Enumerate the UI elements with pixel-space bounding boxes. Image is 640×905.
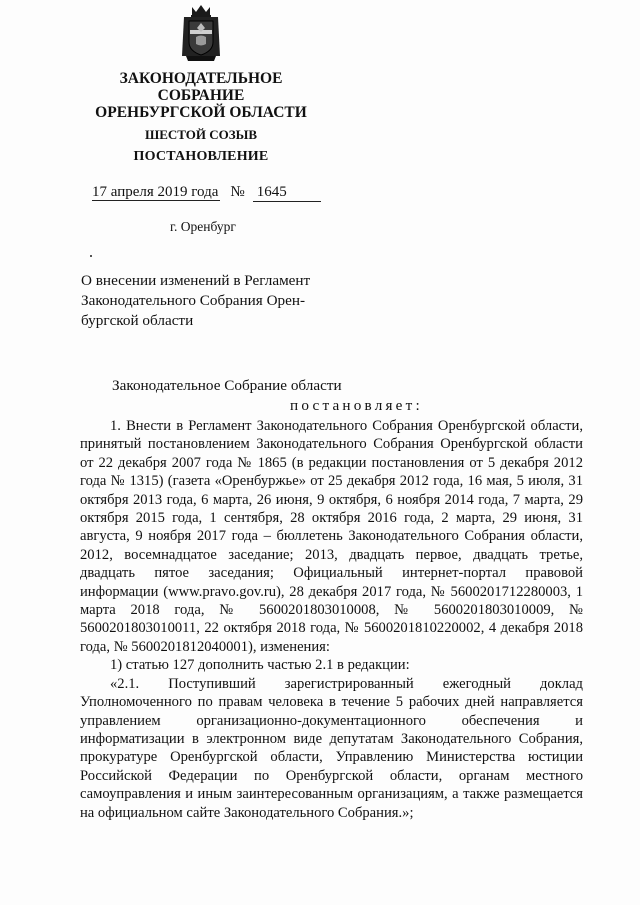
paragraph-2: 1) статью 127 дополнить частью 2.1 в редакции: (110, 657, 410, 674)
document-type-title: ПОСТАНОВЛЕНИЕ (133, 149, 269, 164)
document-date: 17 апреля 2019 года (92, 184, 219, 200)
subject-line-2: Законодательного Собрания Орен- (81, 292, 306, 309)
scan-speck (90, 255, 92, 257)
document-body (80, 417, 583, 822)
org-title-line-2: СОБРАНИЕ (157, 87, 245, 104)
city-label: г. Оренбург (170, 219, 236, 234)
org-title-line-1: ЗАКОНОДАТЕЛЬНОЕ (119, 70, 283, 87)
paragraph-1: 1. Внести в Регламент Законодательного Собрания Оренбургской области, принятый постановлением Законодательного Собрания Оренбургской области от 22 декабря 2007 года № 1865 (в редакции постановления от 5 декабря 2012 года № 1315) (газета «Оренбуржье» от 25 декабря 2012 года, 16 мая, 5 июля, 31 октября 2013 года, 6 марта, 26 июня, 9 октября, 6 ноября 2014 года, 7 марта, 29 октября 2015 года, 1 сентября, 28 октября 2016 года, 2 марта, 29 июня, 31 августа, 9 ноября 2017 года – бюллетень Законодательного Собрания области, 2012, восемнадцатое заседание; 2013, двадцать первое, двадцать третье, двадцать пятое заседания; Официальный интернет-портал правовой информации (www.pravo.gov.ru), 28 декабря 2017 года, № 5600201712280003, 1 марта 2018 года, № 5600201803010008, № 5600201803010009, № 5600201803010011, 22 октября 2018 года, № 5600201810220002, 4 декабря 2018 года, № 5600201812040001), изменения: (80, 418, 583, 655)
preamble-text: Законодательное Собрание области (112, 377, 342, 394)
coat-of-arms-emblem (178, 4, 224, 62)
subject-line-1: О внесении изменений в Регламент (81, 272, 311, 289)
convocation-label: ШЕСТОЙ СОЗЫВ (144, 127, 258, 142)
document-number: 1645 (253, 184, 321, 202)
number-sign: № (230, 184, 245, 200)
paragraph-3: «2.1. Поступивший зарегистрированный ежегодный доклад Уполномоченного по правам человека в течение 5 рабочих дней направляется управлением организационно-документационного обеспечения и информатизации в электронном виде депутатам Законодательного Собрания, прокуратуре Оренбургской области, Управлению Министерства юстиции Российской Федерации по Оренбургской области, органам местного самоуправления и иным заинтересованным организациям, а также размещается на официальном сайте Законодательного Собрания.»; (80, 675, 583, 821)
date-number-line (92, 184, 321, 202)
subject-line-3: бургской области (81, 312, 194, 329)
org-title-line-3: ОРЕНБУРГСКОЙ ОБЛАСТИ (95, 104, 307, 121)
resolves-label: постановляет: (290, 397, 423, 414)
organization-title (72, 70, 330, 121)
document-subject (81, 271, 331, 331)
